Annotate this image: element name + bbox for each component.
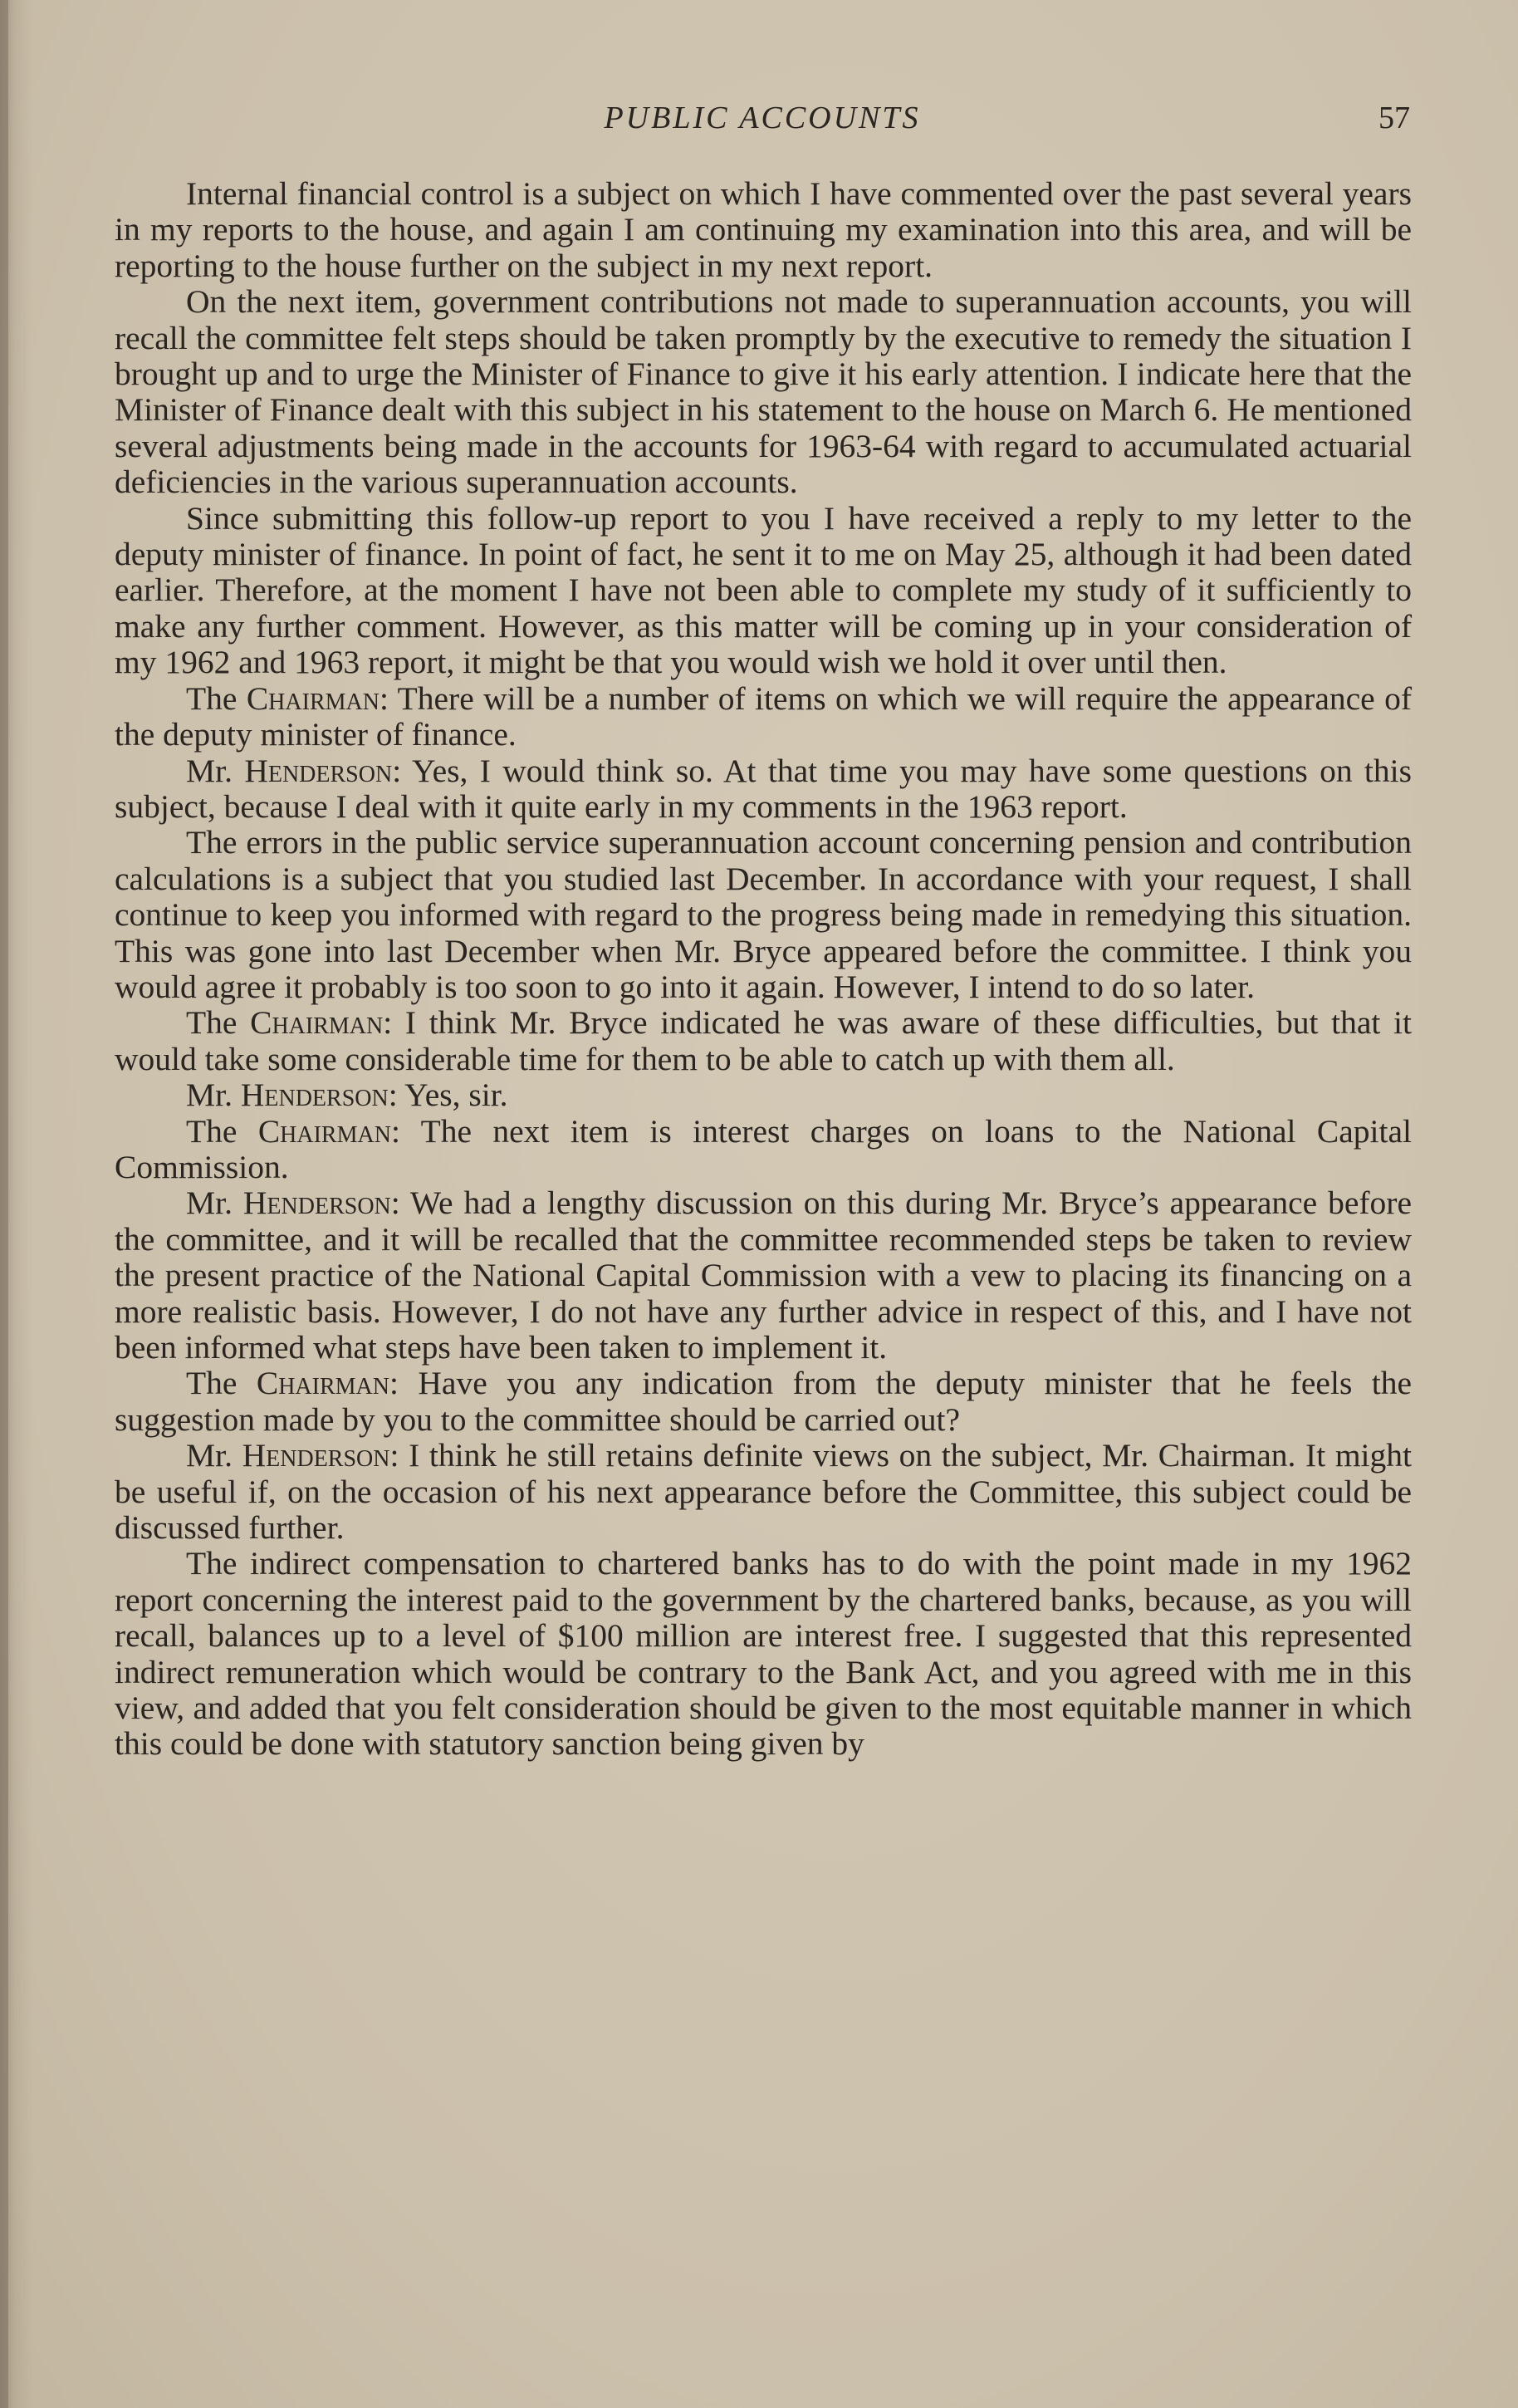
paragraph-text: The indirect compensation to chartered banks has to do with the point made in my 1962 report concerning the interest paid to the government by the chartered banks, because, as you will recall, balances up to a level of $100 million are interest free. I suggested that this represented indirect remuneration which would be contrary to the Bank Act, and you agreed with me in this view, and added that you felt consideration should be given to the most equitable manner in which this could be done with statutory sanction being given by xyxy=(115,1545,1412,1763)
page-header xyxy=(115,100,1410,143)
speaker-prefix: The xyxy=(186,1365,257,1402)
speaker-name: Henderson xyxy=(240,1076,389,1114)
dialogue-paragraph xyxy=(115,1077,1412,1113)
dialogue-paragraph xyxy=(115,1114,1412,1186)
speaker-name: Chairman xyxy=(256,1365,389,1402)
paragraph xyxy=(115,501,1412,681)
paragraph xyxy=(115,825,1412,1005)
dialogue-paragraph xyxy=(115,681,1412,753)
speaker-name: Henderson xyxy=(242,1437,390,1474)
paragraph-text: : I think Mr. Bryce indicated he was aware of these difficulties, but that it would take some considerable time for them to be able to catch up with them all. xyxy=(115,1004,1412,1077)
speaker-prefix: The xyxy=(186,1004,251,1042)
paragraph xyxy=(115,284,1412,500)
speaker-prefix: Mr. xyxy=(186,1437,242,1474)
paragraph-text: : Have you any indication from the deputy minister that he feels the suggestion made by you to the committee should be carried out? xyxy=(115,1365,1412,1438)
paragraph-text: : We had a lengthy discussion on this during Mr. Bryce’s appearance before the committee, and it will be recalled that the committee recommended steps be taken to review the present practice of the National Capital Commission with a vew to placing its financing on a more realistic basis. However, I do not have any further advice in respect of this, and I have not been informed what steps have been taken to implement it. xyxy=(115,1184,1412,1366)
paragraph xyxy=(115,1546,1412,1762)
speaker-prefix: Mr. xyxy=(186,752,245,789)
speaker-prefix: The xyxy=(186,1112,258,1150)
dialogue-paragraph xyxy=(115,1185,1412,1366)
dialogue-paragraph xyxy=(115,1366,1412,1438)
paragraph-text: The errors in the public service superannuation account concerning pension and contribution calculations is a subject that you studied last December. In accordance with your request, I shall continue to keep you informed with regard to the progress being made in remedying this situation. This was gone into last December when Mr. Bryce appeared before the committee. I think you would agree it probably is too soon to go into it again. However, I intend to do so later. xyxy=(115,824,1412,1005)
paragraph-text: : Yes, I would think so. At that time you may have some questions on this subject, because I deal with it quite early in my comments in the 1963 report. xyxy=(115,752,1412,825)
speaker-name: Henderson xyxy=(244,752,393,789)
speaker-prefix: The xyxy=(186,679,247,717)
dialogue-paragraph xyxy=(115,753,1412,826)
page-spine-shadow xyxy=(0,0,8,2408)
paragraph xyxy=(115,176,1412,284)
speaker-name: Chairman xyxy=(250,1004,384,1042)
paragraph-text: Since submitting this follow-up report to you I have received a reply to my letter to the deputy minister of finance. In point of fact, he sent it to me on May 25, although it had been dated earlier. Therefore, at the moment I have not been able to complete my study of it sufficiently to make any further comment. However, as this matter will be coming up in your consideration of my 1962 and 1963 report, it might be that you would wish we hold it over until then. xyxy=(115,499,1412,681)
running-head: PUBLIC ACCOUNTS xyxy=(604,101,921,135)
body-text xyxy=(115,176,1412,1763)
paragraph-text: : The next item is interest charges on loans to the National Capital Commission. xyxy=(115,1112,1412,1185)
speaker-prefix: Mr. xyxy=(186,1076,241,1114)
paragraph-text: Internal financial control is a subject on which I have commented over the past several years in my reports to the house, and again I am continuing my examination into this area, and will be reporting to the house further on the subject in my next report. xyxy=(115,175,1412,284)
speaker-name: Chairman xyxy=(257,1112,391,1150)
page-number: 57 xyxy=(1378,101,1410,135)
dialogue-paragraph xyxy=(115,1005,1412,1077)
dialogue-paragraph xyxy=(115,1438,1412,1546)
paragraph-text: : There will be a number of items on which we will require the appearance of the deputy minister of finance. xyxy=(115,679,1412,753)
paragraph-text: : I think he still retains definite views on the subject, Mr. Chairman. It might be useful if, on the occasion of his next appearance before the Committee, this subject could be discussed further. xyxy=(115,1437,1412,1547)
paragraph-text: On the next item, government contributions not made to superannuation accounts, you will recall the committee felt steps should be taken promptly by the executive to remedy the situation I brought up and to urge the Minister of Finance to give it his early attention. I indicate here that the Minister of Finance dealt with this subject in his statement to the house on March 6. He mentioned several adjustments being made in the accounts for 1963-64 with regard to accumulated actuarial deficiencies in the various superannuation accounts. xyxy=(115,283,1412,501)
speaker-prefix: Mr. xyxy=(186,1184,243,1222)
speaker-name: Chairman xyxy=(246,679,380,717)
speaker-name: Henderson xyxy=(242,1184,391,1222)
paragraph-text: : Yes, sir. xyxy=(388,1076,508,1114)
